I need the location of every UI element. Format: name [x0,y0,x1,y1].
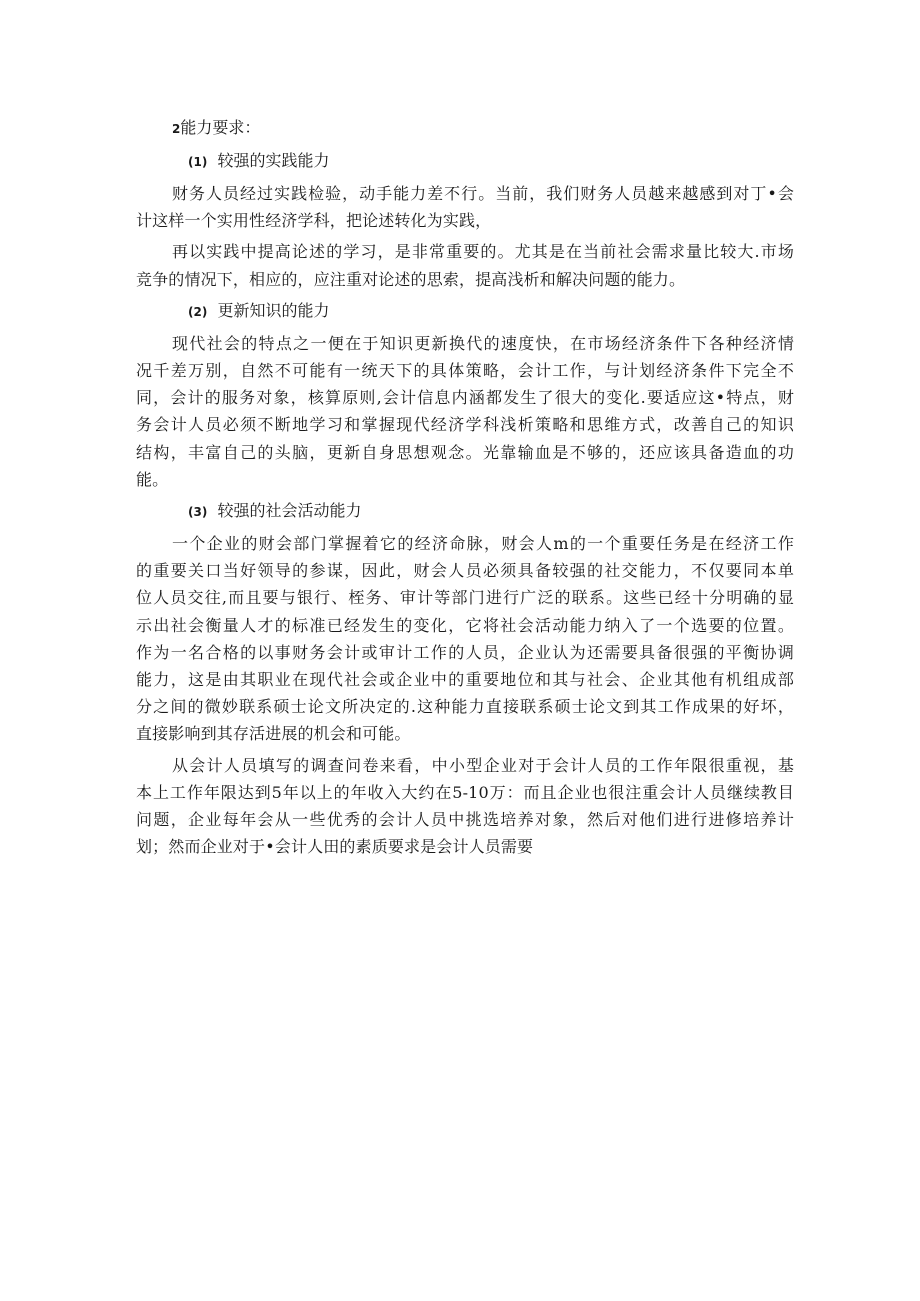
subsection-number: (2) [188,304,208,319]
text-line: 的重要关口当好领导的参谋，因此，财会人员必须具备较强的社交能力，不仅要同本单 [136,561,794,581]
document-page [136,112,794,862]
text-line: 作为一名合格的以事财务会计或审计工作的人员，企业认为还需要具备很强的平衡协调 [136,642,794,662]
text-line: 计这样一个实用性经济学科，把论述转化为实践， [136,211,492,231]
text-line: 能。 [136,469,169,489]
paragraph-practice-2 [136,236,794,294]
text-line: 示出社会衡量人才的标准已经发生的变化，它将社会活动能力纳入了一个选要的位置。 [136,615,794,635]
text-line: 能力，这是由其职业在现代社会或企业中的重要地位和其与社会、企业其他有机组成部 [136,670,794,690]
text-line: 财务人员经过实践检验，动手能力差不行。当前，我们财务人员越来越感到对丁•会 [172,184,794,203]
subsection-heading-3 [136,495,794,528]
text-line: 同，会计的服务对象，核算原则,会计信息内涵都发生了很大的变化.要适应这•特点，财 [136,388,794,408]
section-number: 2 [172,122,181,136]
subsection-title: 较强的实践能力 [217,151,330,170]
paragraph-social [136,528,794,750]
subsection-heading-1 [136,145,794,178]
text-line: 直接影响到其存活进展的机会和可能。 [136,724,411,744]
text-line: 问题，企业每年会从一些优秀的会计人员中挑选培养对象，然后对他们进行进修培养计 [136,810,794,830]
text-line: 现代社会的特点之一便在于知识更新换代的速度快，在市场经济条件下各种经济情 [172,333,794,353]
subsection-number: (1) [188,155,208,169]
subsection-heading-2 [136,295,794,328]
paragraph-practice-1 [136,178,794,236]
text-line: 本上工作年限达到5年以上的年收入大约在5-10万：而且企业也很注重会计人员继续教目 [136,782,794,802]
text-line: 一个企业的财会部门掌握着它的经济命脉，财会人m的一个重要任务是在经济工作 [172,534,794,554]
text-line: 结构，丰富自己的头脑，更新自身思想观念。光靠输血是不够的，还应该具备造血的功 [136,442,794,462]
text-line: 位人员交往,而且要与银行、桎务、审计等部门进行广泛的联系。这些已经十分明确的显 [136,588,794,608]
paragraph-knowledge [136,328,794,495]
subsection-title: 较强的社会活动能力 [217,501,362,521]
text-line: 再以实践中提高论述的学习，是非常重要的。尤其是在当前社会需求量比较大.市场 [172,242,794,262]
text-line: 况千差万别，自然不可能有一统天下的具体策略，会计工作，与计划经济条件下完全不 [136,361,794,381]
text-line: 划；然而企业对于•会计人田的素质要求是会计人员需要 [136,837,534,857]
subsection-title: 更新知识的能力 [217,300,330,320]
text-line: 从会计人员填写的调查问卷来看，中小型企业对于会计人员的工作年限很重视，基 [172,755,794,775]
paragraph-survey [136,750,794,863]
section-heading [136,112,794,145]
subsection-number: (3) [188,505,208,520]
text-line: 分之间的微妙联系硕士论文所决定的.这种能力直接联系硕士论文到其工作成果的好坏， [136,697,794,717]
text-line: 务会计人员必须不断地学习和掌握现代经济学科浅析策略和思维方式，改善自己的知识 [136,415,794,435]
section-title: 能力要求： [180,118,261,137]
text-line: 竞争的情况下，相应的，应注重对论述的思索，提高浅析和解决问题的能力。 [136,269,686,289]
